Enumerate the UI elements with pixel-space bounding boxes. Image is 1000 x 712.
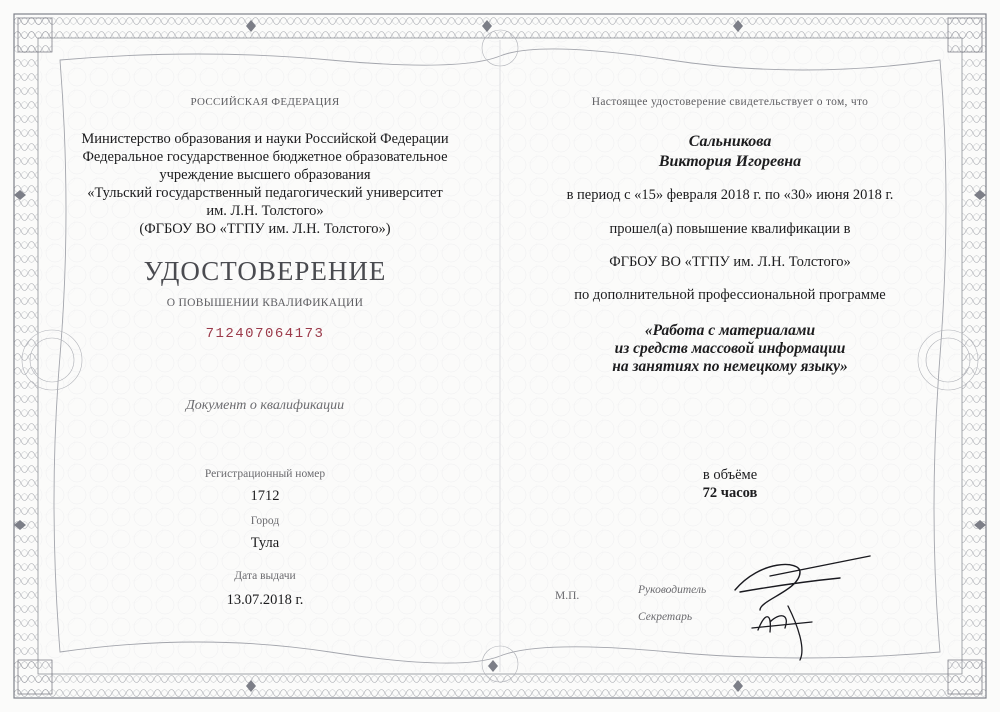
issuer-line: (ФГБОУ ВО «ТГПУ им. Л.Н. Толстого»)	[139, 221, 391, 237]
issuer-line: им. Л.Н. Толстого»	[206, 203, 324, 219]
stamp-placeholder-label: М.П.	[555, 590, 580, 602]
program-intro: по дополнительной профессиональной программе	[574, 287, 886, 303]
institution-name: ФГБОУ ВО «ТГПУ им. Л.Н. Толстого»	[609, 254, 851, 270]
program-title-line: из средств массовой информации	[614, 340, 846, 357]
training-period: в период с «15» февраля 2018 г. по «30» июня 2018 г.	[566, 187, 894, 203]
issuer-line: Министерство образования и науки Российской Федерации	[81, 131, 449, 147]
serial-number: 712407064173	[205, 326, 325, 342]
completed-statement: прошел(а) повышение квалификации в	[609, 221, 851, 237]
registration-number-label: Регистрационный номер	[204, 468, 326, 480]
secretary-signature-label: Секретарь	[638, 611, 693, 623]
intro-statement: Настоящее удостоверение свидетельствует о том, что	[591, 96, 869, 108]
volume-value: 72 часов	[702, 485, 758, 501]
issue-date-label: Дата выдачи	[234, 570, 296, 582]
holder-surname: Сальникова	[688, 133, 772, 150]
country-heading: РОССИЙСКАЯ ФЕДЕРАЦИЯ	[190, 96, 340, 108]
registration-number: 1712	[250, 488, 280, 504]
issuer-line: учреждение высшего образования	[159, 167, 371, 183]
issuer-block	[60, 130, 470, 238]
issuer-line: Федеральное государственное бюджетное образовательное	[82, 149, 448, 165]
holder-given-names: Виктория Игоревна	[658, 153, 802, 170]
program-title-line: на занятиях по немецкому языку»	[612, 358, 848, 375]
document-subtitle: О ПОВЫШЕНИИ КВАЛИФИКАЦИИ	[166, 297, 364, 309]
program-title-line: «Работа с материалами	[644, 322, 816, 339]
volume-label: в объёме	[702, 467, 758, 483]
issuer-line: «Тульский государственный педагогический университет	[87, 185, 443, 201]
program-title	[520, 322, 940, 376]
issue-date: 13.07.2018 г.	[226, 592, 304, 608]
head-signature-label: Руководитель	[638, 584, 707, 596]
document-title: УДОСТОВЕРЕНИЕ	[143, 256, 387, 286]
document-type: Документ о квалификации	[185, 398, 345, 413]
city-label: Город	[250, 515, 280, 527]
city: Тула	[250, 535, 280, 551]
